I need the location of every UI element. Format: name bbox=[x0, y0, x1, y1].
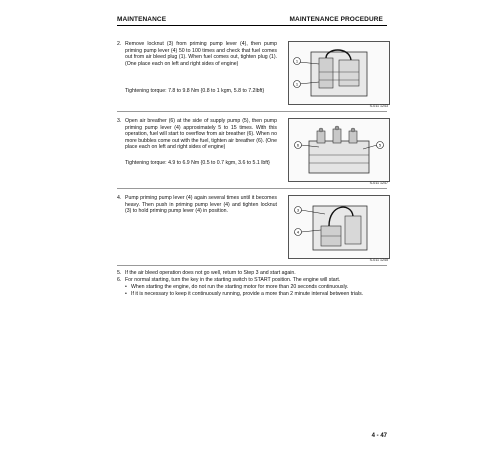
step-text: For normal starting, turn the key in the starting switch to START position. The engine will start. bbox=[125, 277, 341, 283]
figure-code: S-011 1245 bbox=[369, 258, 388, 262]
tightening-torque: Tightening torque: 4.9 to 6.9 Nm {0.5 to 0.7 kgm, 3.6 to 5.1 lbft} bbox=[125, 160, 270, 166]
bullet-icon: • bbox=[125, 291, 127, 297]
step-6 bbox=[117, 277, 392, 284]
step-number: 2. bbox=[117, 41, 122, 47]
callout-label: 1 bbox=[295, 58, 299, 64]
header-rule bbox=[117, 25, 387, 26]
supply-pump-illustration bbox=[289, 119, 389, 181]
bullet-text: When starting the engine, do not run the starting motor for more than 20 seconds continuously. bbox=[131, 284, 349, 290]
figure-code: S-011 1243 bbox=[369, 104, 388, 108]
figure-code: S-011 1247 bbox=[369, 181, 388, 185]
bullet-text: If it is necessary to keep it continuously running, provide a more than 2 minute interval between trials. bbox=[131, 291, 364, 297]
bullet-icon: • bbox=[125, 284, 127, 290]
figure-air-bleed-plug bbox=[288, 41, 390, 105]
bullet-item bbox=[125, 284, 391, 291]
step-text: If the air bleed operation does not go well, return to Step 3 and start again. bbox=[125, 270, 296, 276]
step-text: Remove locknut (3) from priming pump lever (4), then pump priming pump lever (4) 50 to 100 times and check that fuel comes out from air bleed plug (1). When fuel comes out, tighten plug (1). (One place each on left and right sides of engine) bbox=[125, 41, 277, 67]
callout-label: 3 bbox=[296, 207, 300, 213]
callout-label: 5 bbox=[378, 142, 382, 148]
step-number: 6. bbox=[117, 277, 122, 283]
section-title: MAINTENANCE bbox=[117, 16, 167, 23]
procedure-title: MAINTENANCE PROCEDURE bbox=[289, 16, 383, 23]
step-number: 3. bbox=[117, 118, 122, 124]
callout-label: 4 bbox=[296, 229, 300, 235]
page-number: 4 - 47 bbox=[371, 433, 387, 439]
callout-label: 6 bbox=[296, 142, 300, 148]
priming-pump-illustration bbox=[289, 196, 389, 258]
step-2 bbox=[117, 41, 277, 67]
figure-air-breather bbox=[288, 118, 390, 182]
step-3 bbox=[117, 118, 277, 151]
bullet-item bbox=[125, 291, 391, 298]
figure-priming-pump-lever bbox=[288, 195, 390, 259]
step-number: 5. bbox=[117, 270, 122, 276]
divider bbox=[117, 111, 387, 112]
step-text: Open air breather (6) at the side of supply pump (5), then pump priming pump lever (4) approximately 5 to 15 times. With this operation, fuel will start to overflow from air breather (6). When no more bubbles come out with the fuel, tighten air breather (6). (One place each on left and right sides of engine) bbox=[125, 118, 277, 151]
divider bbox=[117, 188, 387, 189]
step-4 bbox=[117, 195, 277, 215]
engine-illustration bbox=[289, 42, 389, 104]
step-5 bbox=[117, 270, 392, 277]
step-number: 4. bbox=[117, 195, 122, 201]
callout-label: 1 bbox=[295, 81, 299, 87]
tightening-torque: Tightening torque: 7.8 to 9.8 Nm {0.8 to 1 kgm, 5.8 to 7.2lbft} bbox=[125, 88, 265, 94]
step-text: Pump priming pump lever (4) again several times until it becomes heavy. Then push in priming pump lever (4) and tighten locknut (3) to hold priming pump lever (4) in position. bbox=[125, 195, 277, 215]
divider bbox=[117, 265, 387, 266]
